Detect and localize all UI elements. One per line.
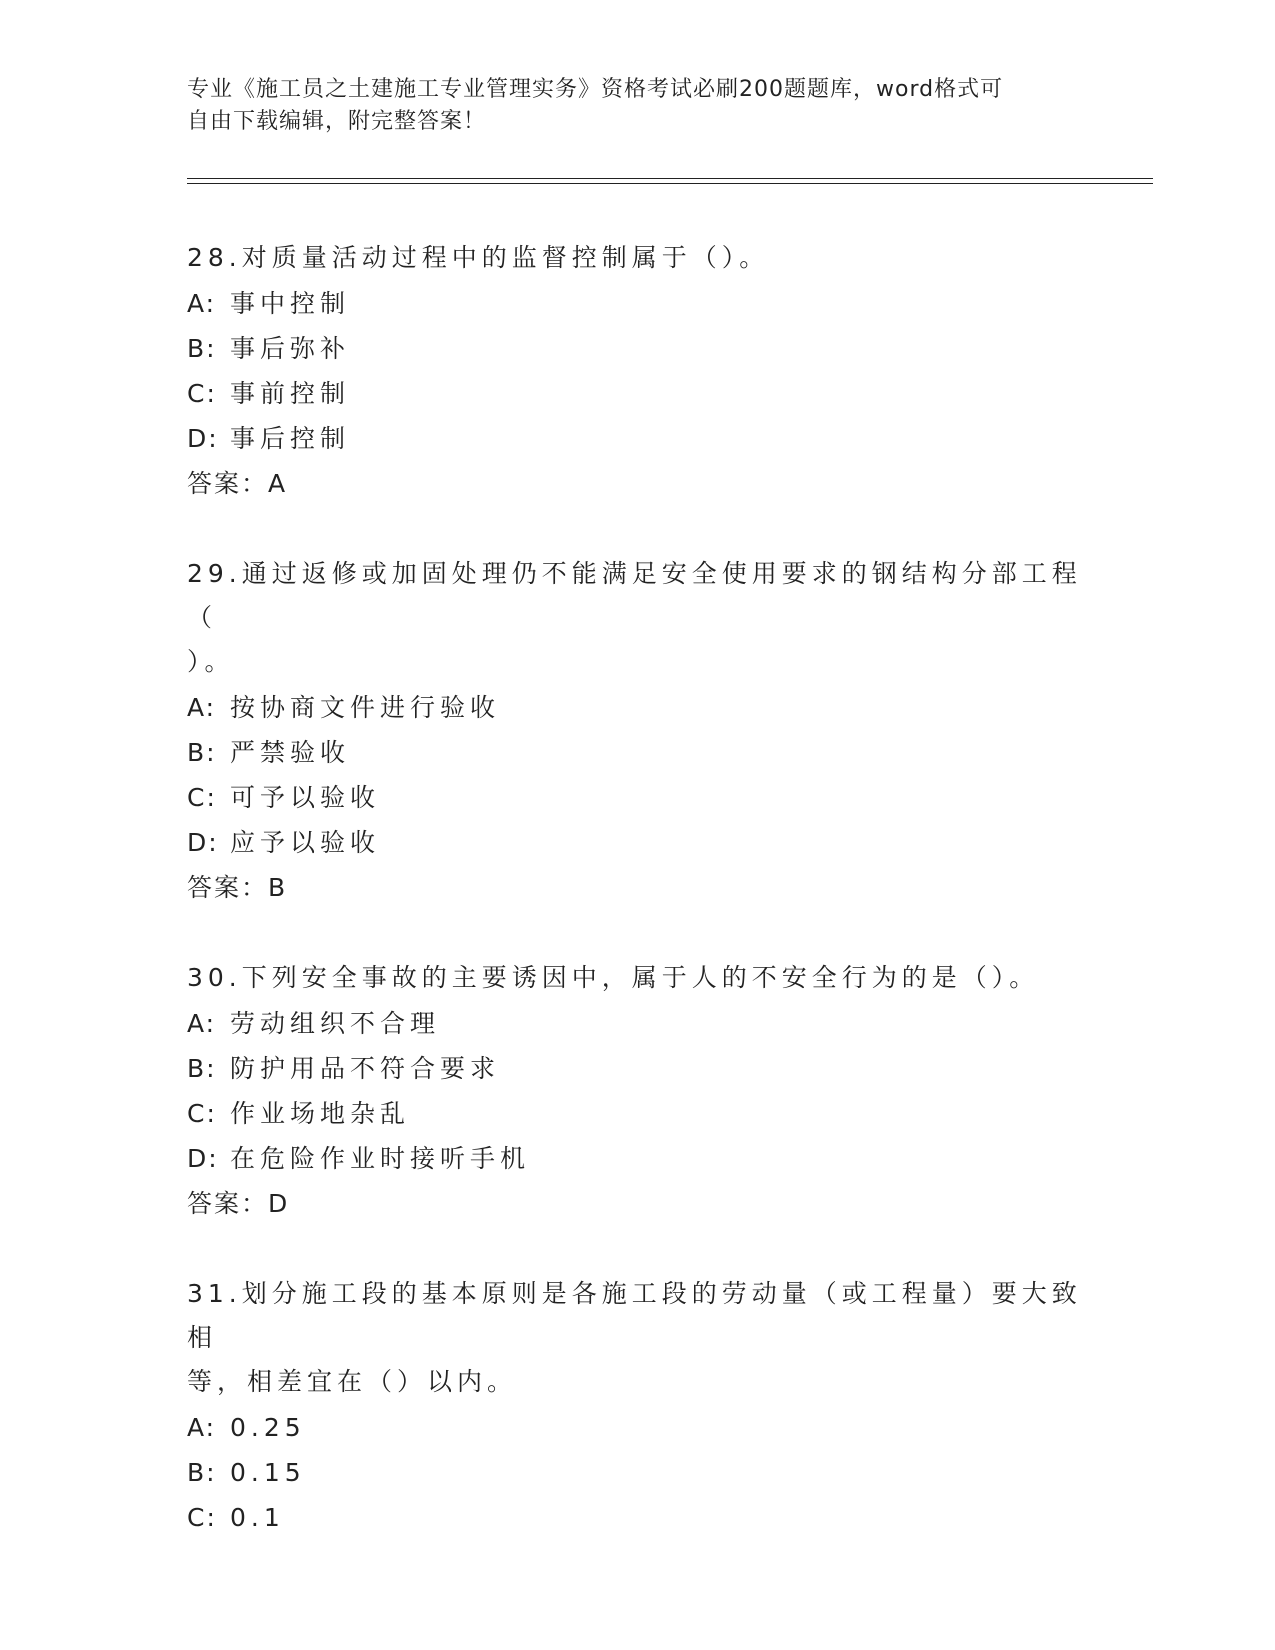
- header-line-1: 专业《施工员之土建施工专业管理实务》资格考试必刷200题题库，word格式可: [187, 77, 1004, 102]
- header-divider-bottom: [187, 183, 1153, 184]
- option-key: A:: [187, 1009, 217, 1038]
- option-a: [187, 685, 1087, 730]
- question-stem: [187, 1272, 1087, 1404]
- option-text: 事后控制: [230, 424, 351, 453]
- option-c: [187, 775, 1087, 820]
- question-stem-line: 31.划分施工段的基本原则是各施工段的劳动量（或工程量）要大致相: [187, 1279, 1082, 1352]
- option-key: B:: [187, 1054, 217, 1083]
- option-key: B:: [187, 334, 217, 363]
- option-text: 事前控制: [230, 379, 351, 408]
- document-header: [187, 74, 1087, 138]
- option-text: 0.15: [230, 1458, 306, 1487]
- option-key: C:: [187, 783, 217, 812]
- question-stem-line: 等，相差宜在（）以内。: [187, 1367, 518, 1396]
- option-text: 防护用品不符合要求: [230, 1054, 501, 1083]
- option-key: C:: [187, 379, 217, 408]
- option-a: [187, 1001, 1087, 1046]
- option-text: 劳动组织不合理: [230, 1009, 441, 1038]
- option-text: 事中控制: [230, 289, 351, 318]
- option-b: [187, 1046, 1087, 1091]
- option-key: C:: [187, 1503, 217, 1532]
- option-d: [187, 1136, 1087, 1181]
- option-key: D:: [187, 1144, 219, 1173]
- option-key: B:: [187, 738, 217, 767]
- answer-line: 答案：D: [187, 1189, 290, 1218]
- option-c: [187, 1091, 1087, 1136]
- option-text: 0.1: [230, 1503, 285, 1532]
- option-c: [187, 371, 1087, 416]
- question-stem-line: ）。: [187, 647, 235, 676]
- option-key: D:: [187, 424, 219, 453]
- option-text: 0.25: [230, 1413, 306, 1442]
- option-key: B:: [187, 1458, 217, 1487]
- option-d: [187, 416, 1087, 461]
- question-28: [187, 236, 1087, 506]
- question-stem: [187, 956, 1087, 1000]
- question-stem-line: 30.下列安全事故的主要诱因中，属于人的不安全行为的是（）。: [187, 963, 1040, 992]
- header-divider-top: [187, 178, 1153, 179]
- option-a: [187, 1405, 1087, 1450]
- option-c: [187, 1495, 1087, 1540]
- option-key: D:: [187, 828, 219, 857]
- option-text: 严禁验收: [230, 738, 351, 767]
- option-text: 应予以验收: [230, 828, 381, 857]
- question-29: [187, 552, 1087, 910]
- question-31: [187, 1272, 1087, 1540]
- answer-line: 答案：B: [187, 873, 288, 902]
- question-30: [187, 956, 1087, 1226]
- option-b: [187, 730, 1087, 775]
- option-d: [187, 820, 1087, 865]
- option-key: A:: [187, 693, 217, 722]
- answer-line: 答案：A: [187, 469, 288, 498]
- option-key: A:: [187, 1413, 217, 1442]
- option-key: C:: [187, 1099, 217, 1128]
- option-text: 按协商文件进行验收: [230, 693, 501, 722]
- option-a: [187, 281, 1087, 326]
- question-stem: [187, 552, 1087, 684]
- question-stem: [187, 236, 1087, 280]
- option-text: 事后弥补: [230, 334, 351, 363]
- option-text: 在危险作业时接听手机: [230, 1144, 531, 1173]
- option-b: [187, 1450, 1087, 1495]
- question-list: [187, 236, 1087, 1586]
- option-b: [187, 326, 1087, 371]
- question-stem-line: 29.通过返修或加固处理仍不能满足安全使用要求的钢结构分部工程（: [187, 559, 1082, 632]
- header-line-2: 自由下载编辑，附完整答案！: [187, 109, 487, 134]
- option-text: 作业场地杂乱: [230, 1099, 411, 1128]
- option-key: A:: [187, 289, 217, 318]
- question-stem-line: 28.对质量活动过程中的监督控制属于（）。: [187, 243, 770, 272]
- option-text: 可予以验收: [230, 783, 381, 812]
